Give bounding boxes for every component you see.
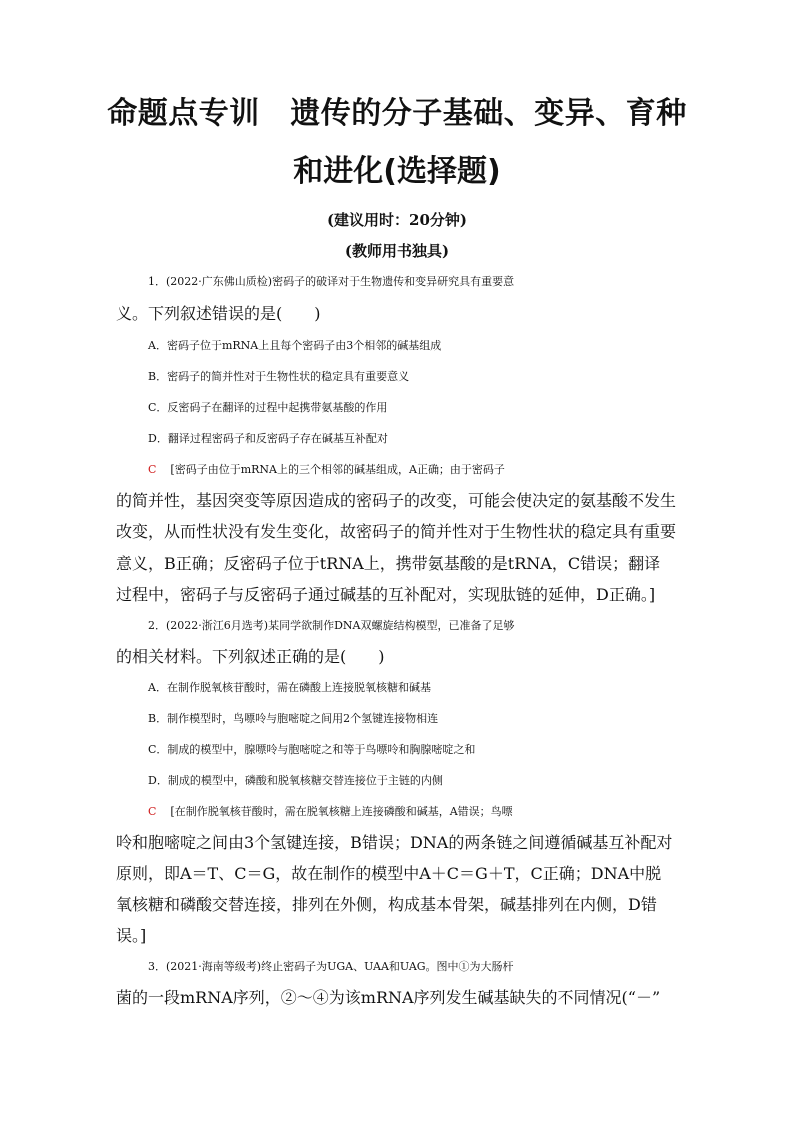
q2-explanation-line2: 呤和胞嘧啶之间由3个氢键连接，B错误；DNA的两条链之间遵循碱基互补配对 — [116, 833, 673, 852]
q2-answer: C — [148, 805, 157, 818]
q2-stem-line2: 的相关材料。下列叙述正确的是( ) — [116, 647, 385, 666]
q2-option-d: D．制成的模型中，磷酸和脱氧核糖交替连接位于主链的内侧 — [148, 774, 443, 787]
q2-stem-line1: 2．(2022·浙江6月选考)某同学欲制作DNA双螺旋结构模型，已准备了足够 — [148, 619, 515, 632]
q1-explanation-line2: 的简并性，基因突变等原因造成的密码子的改变，可能会使决定的氨基酸不发生 — [116, 491, 677, 510]
q1-stem-line2: 义。下列叙述错误的是( ) — [116, 304, 321, 323]
q1-option-b: B．密码子的简并性对于生物性状的稳定具有重要意义 — [148, 370, 410, 383]
q1-explanation-line4: 意义，B正确；反密码子位于tRNA上，携带氨基酸的是tRNA，C错误；翻译 — [116, 554, 661, 573]
q1-answer: C — [148, 463, 157, 476]
q1-explanation-line5: 过程中，密码子与反密码子通过碱基的互补配对，实现肽链的延伸，D正确。] — [116, 585, 656, 604]
q2-explanation-text: [在制作脱氧核苷酸时，需在脱氧核糖上连接磷酸和碱基，A错误；鸟嘌 — [170, 805, 513, 818]
q1-explanation-text: [密码子由位于mRNA上的三个相邻的碱基组成，A正确；由于密码子 — [170, 463, 505, 476]
q2-explanation-line3: 原则，即A＝T、C＝G，故在制作的模型中A＋C＝G＋T，C正确；DNA中脱 — [116, 864, 662, 883]
q2-explanation-line4: 氧核糖和磷酸交替连接，排列在外侧，构成基本骨架，碱基排列在内侧，D错 — [116, 895, 657, 914]
page-title-line2: 和进化(选择题) — [293, 154, 501, 189]
q1-option-a: A．密码子位于mRNA上且每个密码子由3个相邻的碱基组成 — [148, 339, 442, 352]
q1-stem-line1: 1．(2022·广东佛山质检)密码子的破译对于生物遗传和变异研究具有重要意 — [148, 275, 515, 288]
teacher-note: (教师用书独具) — [344, 242, 450, 260]
q2-option-b: B．制作模型时，鸟嘌呤与胞嘧啶之间用2个氢键连接物相连 — [148, 712, 439, 725]
q2-option-c: C．制成的模型中，腺嘌呤与胞嘧啶之和等于鸟嘌呤和胸腺嘧啶之和 — [148, 743, 476, 756]
q1-option-d: D．翻译过程密码子和反密码子存在碱基互补配对 — [148, 432, 388, 445]
q2-explanation-line5: 误。] — [116, 926, 147, 945]
q1-explanation-line3: 改变，从而性状没有发生变化，故密码子的简并性对于生物性状的稳定具有重要 — [116, 522, 677, 541]
page-title-line1: 命题点专训 遗传的分子基础、变异、育种 — [107, 96, 687, 131]
time-note: (建议用时：20分钟) — [326, 211, 468, 229]
q1-option-c: C．反密码子在翻译的过程中起携带氨基酸的作用 — [148, 401, 388, 414]
q2-option-a: A．在制作脱氧核苷酸时，需在磷酸上连接脱氧核糖和碱基 — [148, 681, 431, 694]
q2-explanation-line1 — [148, 801, 713, 823]
q3-stem-line2: 菌的一段mRNA序列，②～④为该mRNA序列发生碱基缺失的不同情况(“－” — [116, 988, 661, 1007]
q1-explanation-line1 — [148, 459, 713, 481]
q3-stem-line1: 3．(2021·海南等级考)终止密码子为UGA、UAA和UAG。图中①为大肠杆 — [148, 960, 514, 973]
